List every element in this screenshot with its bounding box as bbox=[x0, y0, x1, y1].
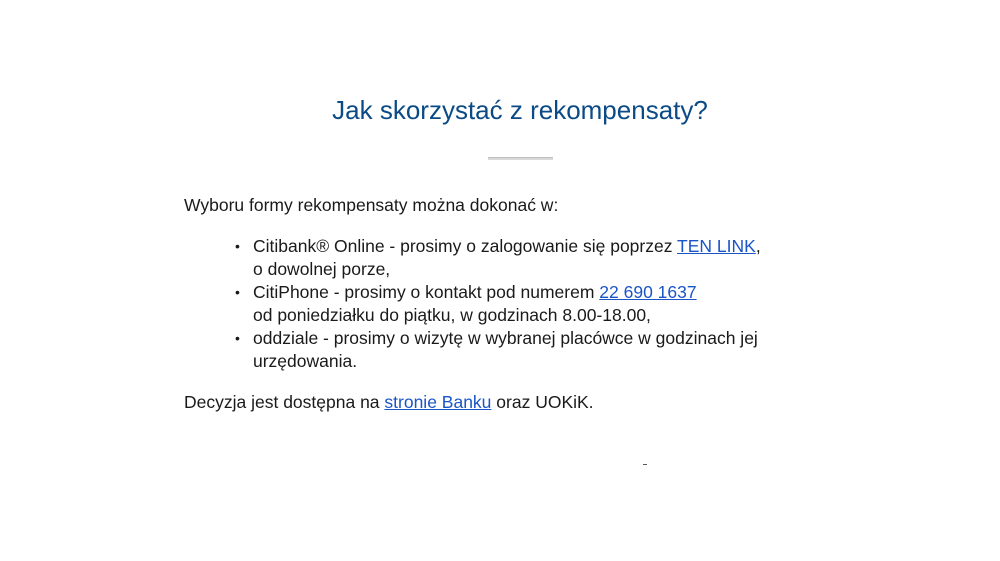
bullet-icon: • bbox=[235, 330, 240, 346]
option-line2: urzędowania. bbox=[253, 351, 358, 371]
bank-page-link[interactable]: stronie Banku bbox=[384, 392, 492, 412]
bullet-icon: • bbox=[235, 238, 240, 254]
page-title: Jak skorzystać z rekompensaty? bbox=[332, 95, 708, 125]
ten-link[interactable]: TEN LINK bbox=[677, 236, 756, 256]
list-item-citibank-online bbox=[235, 235, 824, 281]
option-label: CitiPhone - prosimy o kontakt pod numerem bbox=[253, 282, 600, 302]
option-line2: o dowolnej porze, bbox=[253, 259, 391, 279]
option-line2: od poniedziałku do piątku, w godzinach 8.00-18.00, bbox=[253, 305, 651, 325]
list-item-citiphone bbox=[235, 281, 824, 327]
compensation-options-list bbox=[184, 235, 824, 373]
title-divider bbox=[488, 157, 553, 160]
tracking-pixel-mark bbox=[643, 464, 647, 465]
decision-before: Decyzja jest dostępna na bbox=[184, 392, 385, 412]
option-punctuation: , bbox=[755, 236, 761, 256]
content-body bbox=[184, 194, 824, 414]
phone-number-link[interactable]: 22 690 1637 bbox=[599, 282, 697, 302]
intro-text: Wyboru formy rekompensaty można dokonać w: bbox=[184, 195, 559, 215]
decision-after: oraz UOKiK. bbox=[491, 392, 594, 412]
decision-text bbox=[184, 391, 824, 414]
bullet-icon: • bbox=[235, 284, 240, 300]
option-label: Citibank® Online - prosimy o zalogowanie się poprzez bbox=[253, 236, 678, 256]
list-item-branch bbox=[235, 327, 824, 373]
option-label: oddziale - prosimy o wizytę w wybranej placówce w godzinach jej bbox=[253, 328, 758, 348]
